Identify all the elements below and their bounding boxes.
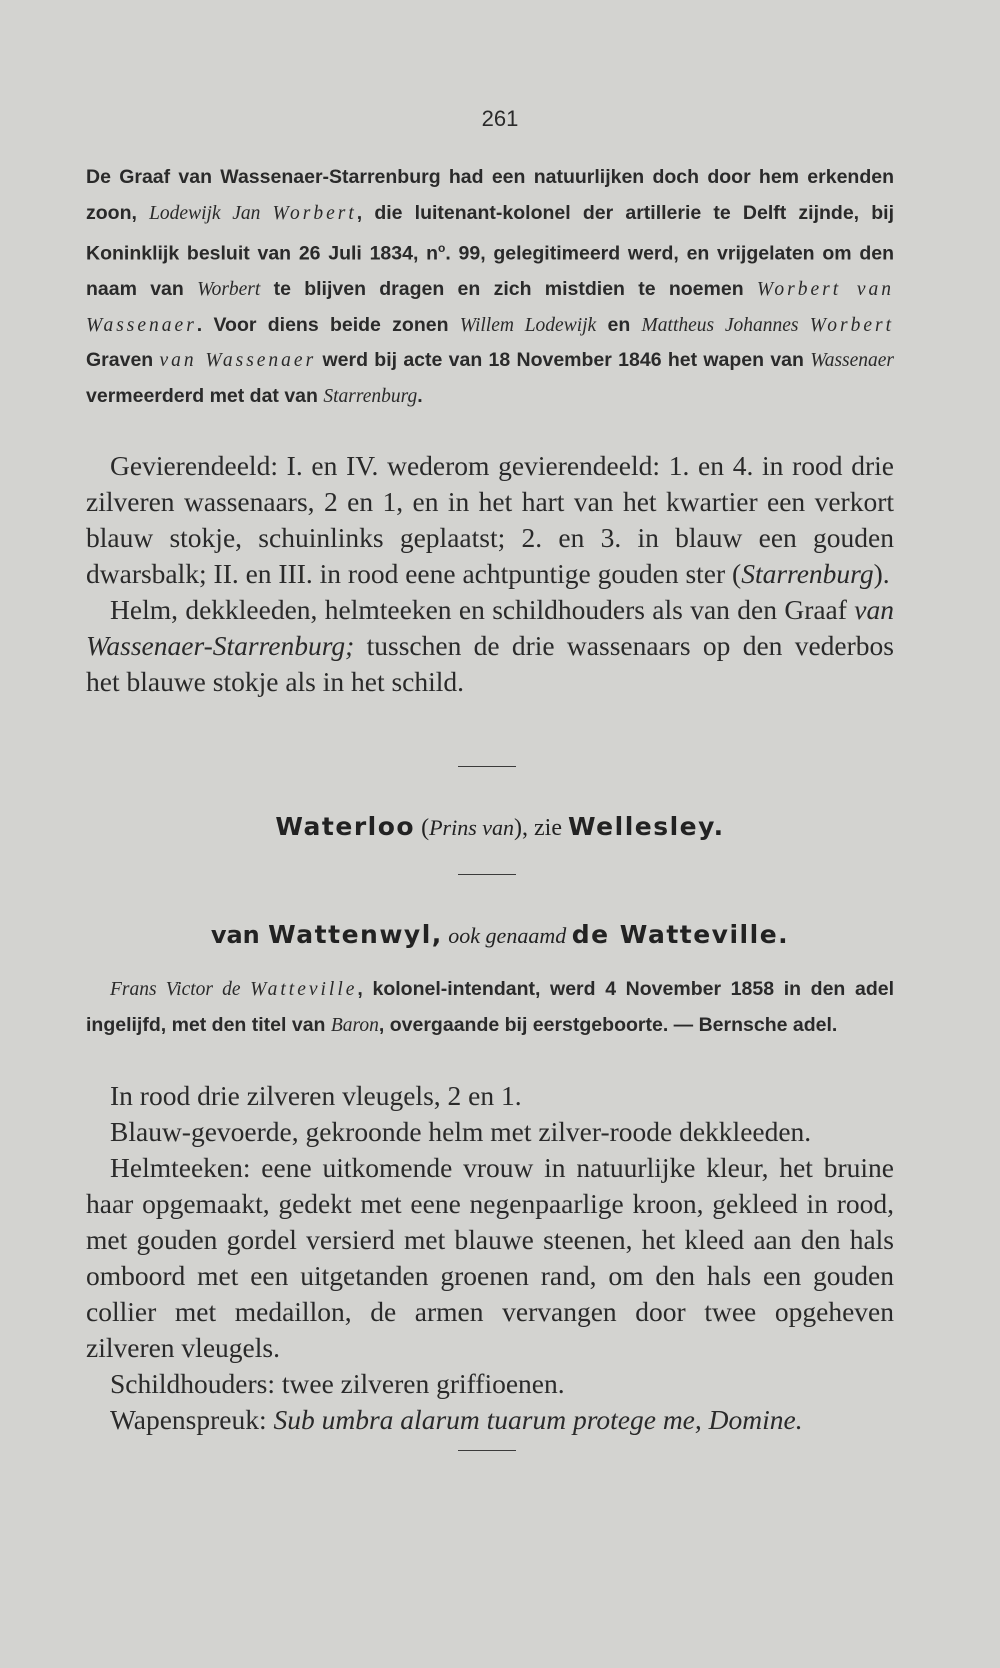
blazon-motto: Wapenspreuk: Sub umbra alarum tuarum protege me, Domine.: [110, 1404, 803, 1435]
heading-wattenwyl: van Wattenwyl, ook genaamd de Watteville.: [210, 920, 790, 949]
blazon-watteville: [86, 1078, 894, 1438]
separator-rule: [458, 766, 516, 767]
blazon-crest: Helm, dekkleeden, helmteeken en schildhouders als van den Graaf van Wassenaer-Starrenburg; tusschen de drie wassenaars op den vederbos het blauwe stokje als in het schild.: [86, 594, 894, 697]
blazon-shield: Gevierendeeld: I. en IV. wederom gevierendeeld: 1. en 4. in rood drie zilveren wassenaars, 2 en 1, en in het hart van het kwartier een verkort blauw stokje, schuinlinks geplaatst; 2. en 3. in blauw een gouden dwarsbalk; II. en III. in rood eene achtpuntige gouden ster (Starrenburg).: [86, 450, 894, 589]
blazon-crest: Helmteeken: eene uitkomende vrouw in natuurlijke kleur, het bruine haar opgemaakt, gedekt met eene negenpaarlige kroon, gekleed in rood, met gouden gordel versierd met blauwe steenen, het kleed aan den hals omboord met een uitgetanden groenen rand, om den hals een gouden collier met medaillon, de armen vervangen door twee opgeheven zilveren vleugels.: [86, 1152, 894, 1363]
heading-waterloo: Waterloo (Prins van), zie Wellesley.: [275, 812, 725, 841]
blazon-shield: In rood drie zilveren vleugels, 2 en 1.: [110, 1080, 522, 1111]
blazon-wassenaer-starrenburg: [86, 448, 894, 700]
separator-rule: [458, 1450, 516, 1451]
separator-rule: [458, 874, 516, 875]
page-number: 261: [481, 106, 519, 131]
paragraph-watteville: Frans Victor de Watteville, kolonel-intendant, werd 4 November 1858 in den adel ingelijfd, met den titel van Baron, overgaande bij eerstgeboorte. — Bernsche adel.: [86, 978, 895, 1036]
blazon-helmet: Blauw-gevoerde, gekroonde helm met zilver-roode dekkleeden.: [110, 1116, 812, 1147]
paragraph-worbert: De Graaf van Wassenaer-Starrenburg had een natuurlijken doch door hem erkenden zoon, Lodewijk Jan Worbert, die luitenant-kolonel der artillerie te Delft zijnde, bij Koninklijk besluit van 26 Juli 1834, $n^o$. 99, gelegitimeerd werd, en vrijgelaten om den naam van Worbert te blijven dragen en zich mistdien te noemen Worbert van Wassenaer. Voor diens beide zonen Willem Lodewijk en Mattheus Johannes Worbert Graven van Wassenaer werd bij acte van 18 November 1846 het wapen van Wassenaer vermeerderd met dat van Starrenburg.: [86, 166, 895, 407]
blazon-supporters: Schildhouders: twee zilveren griffioenen.: [110, 1368, 565, 1399]
